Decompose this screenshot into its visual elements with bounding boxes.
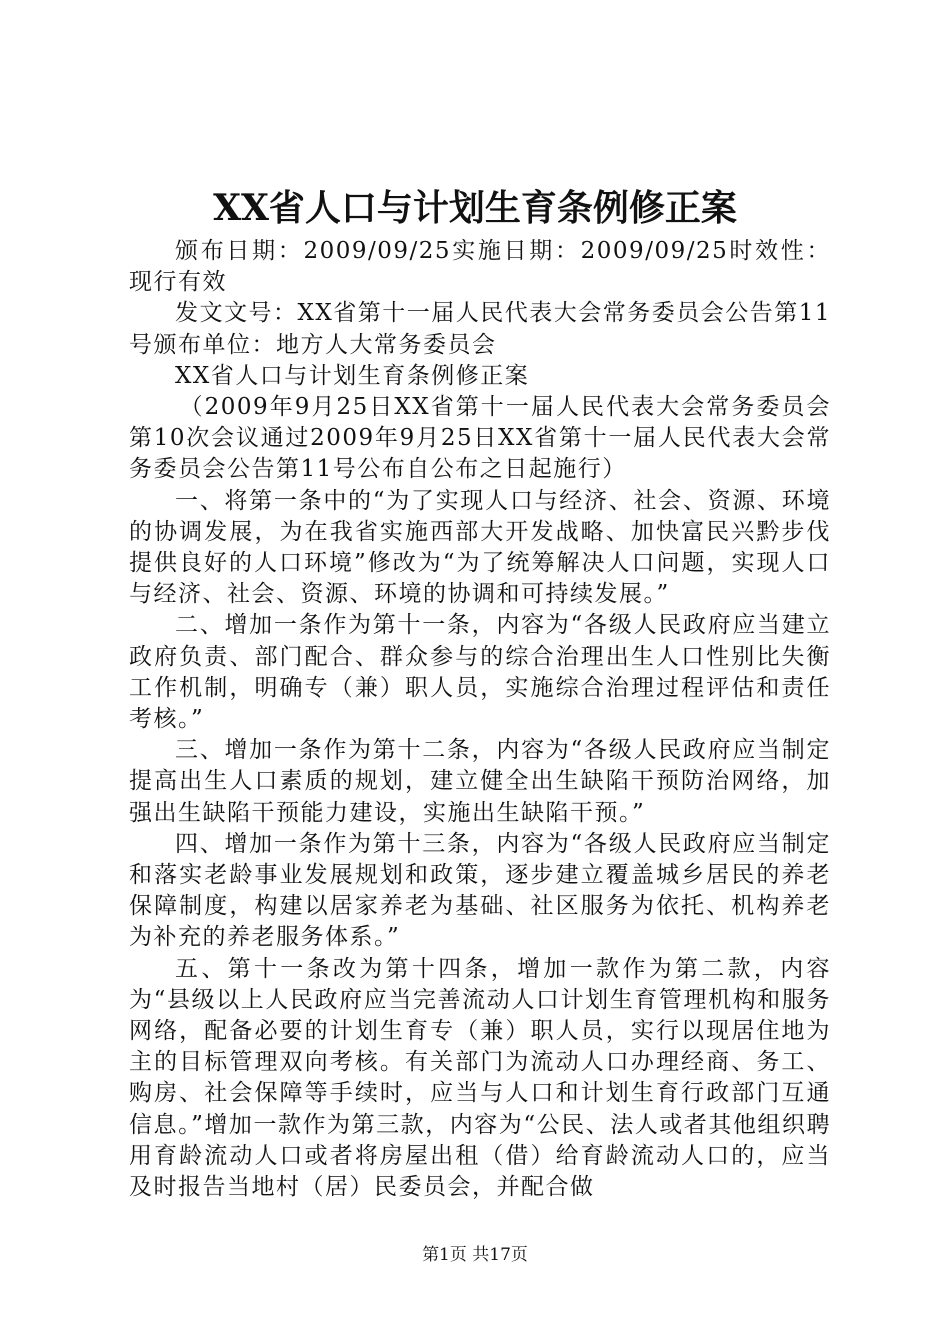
article-item-5: 五、第十一条改为第十四条，增加一款作为第二款，内容为“县级以上人民政府应当完善流动人口计划生育管理机构和服务网络，配备必要的计划生育专（兼）职人员，实行以现居住地为主的目标管理双向考核。有关部门为流动人口办理经商、务工、购房、社会保障等手续时，应当与人口和计划生育行政部门互通信息。”增加一款作为第三款，内容为“公民、法人或者其他组织聘用育龄流动人口或者将房屋出租（借）给育龄流动人口的，应当及时报告当地村（居）民委员会，并配合做 <box>129 955 831 1201</box>
article-item-3: 三、增加一条作为第十二条，内容为“各级人民政府应当制定提高出生人口素质的规划，建立健全出生缺陷干预防治网络，加强出生缺陷干预能力建设，实施出生缺陷干预。” <box>129 737 831 826</box>
document-number-paragraph: 发文文号：XX省第十一届人民代表大会常务委员会公告第11号颁布单位：地方人大常务委员会 <box>129 300 832 358</box>
amendment-subtitle: XX省人口与计划生育条例修正案 <box>175 362 530 389</box>
document-body <box>129 236 831 1203</box>
page-number-footer: 第1页 共17页 <box>422 1245 528 1265</box>
article-item-4: 四、增加一条作为第十三条，内容为“各级人民政府应当制定和落实老龄事业发展规划和政策，逐步建立覆盖城乡居民的养老保障制度，构建以居家养老为基础、社区服务为依托、机构养老为补充的养老服务体系。” <box>129 830 831 951</box>
document-title: XX省人口与计划生育条例修正案 <box>213 187 737 229</box>
article-item-2: 二、增加一条作为第十一条，内容为“各级人民政府应当建立政府负责、部门配合、群众参与的综合治理出生人口性别比失衡工作机制，明确专（兼）职人员，实施综合治理过程评估和责任考核。” <box>129 612 831 733</box>
adoption-note-paragraph: （2009年9月25日XX省第十一届人民代表大会常务委员会第10次会议通过2009年9月25日XX省第十一届人民代表大会常务委员会公告第11号公布自公布之日起施行） <box>129 394 831 483</box>
article-item-1: 一、将第一条中的“为了实现人口与经济、社会、资源、环境的协调发展，为在我省实施西部大开发战略、加快富民兴黔步伐提供良好的人口环境”修改为“为了统筹解决人口问题，实现人口与经济、社会、资源、环境的协调和可持续发展。” <box>129 487 831 608</box>
publish-info-paragraph: 颁布日期：2009/09/25实施日期：2009/09/25时效性：现行有效 <box>129 238 831 296</box>
